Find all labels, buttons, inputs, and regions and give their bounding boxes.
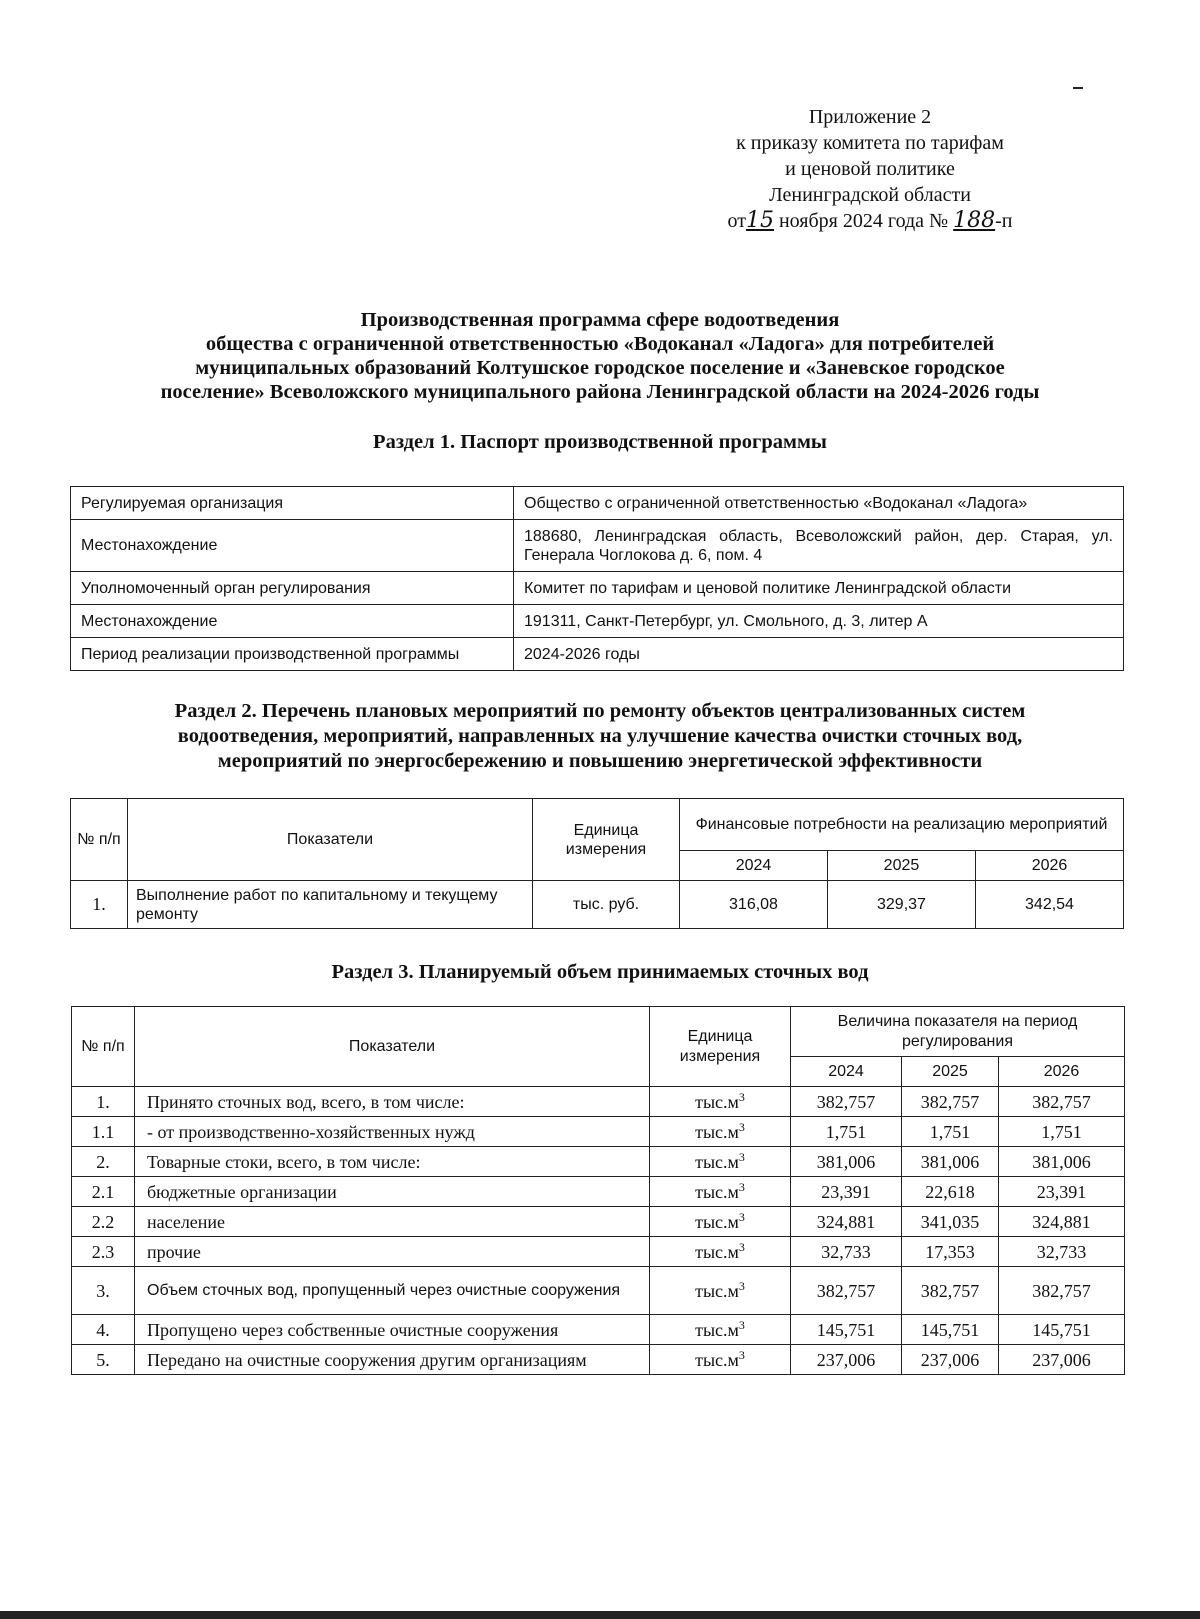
passport-key: Период реализации производственной программы: [71, 638, 514, 671]
section3-heading: Раздел 3. Планируемый объем принимаемых сточных вод: [331, 961, 869, 983]
row-value-2025: 382,757: [902, 1087, 999, 1117]
wastewater-volume-table: [71, 1006, 1125, 1375]
row-value-2026: 382,757: [999, 1267, 1125, 1315]
table-row: [72, 1345, 1125, 1375]
unit-base: тыс.м: [695, 1349, 739, 1370]
row-unit: [650, 1267, 791, 1315]
col-finance-header: Финансовые потребности на реализацию мероприятий: [680, 799, 1124, 851]
scan-mark: [1073, 87, 1083, 89]
row-value-2024: 382,757: [791, 1267, 902, 1315]
year-header: 2025: [902, 1057, 999, 1087]
row-unit: [650, 1087, 791, 1117]
table-row: [71, 605, 1124, 638]
row-indicator: бюджетные организации: [135, 1177, 650, 1207]
appendix-line: и ценовой политике: [785, 158, 955, 180]
row-unit: [650, 1237, 791, 1267]
table-header-row: [71, 799, 1124, 851]
col-unit-header: Единица измерения: [533, 799, 680, 881]
year-header: 2026: [999, 1057, 1125, 1087]
row-num: 3.: [72, 1267, 135, 1315]
row-unit: [650, 1177, 791, 1207]
table-row: [72, 1117, 1125, 1147]
table-row: [71, 487, 1124, 520]
passport-key: Местонахождение: [71, 520, 514, 572]
table-row: [72, 1207, 1125, 1237]
table-row: [72, 1267, 1125, 1315]
row-num: 2.1: [72, 1177, 135, 1207]
unit-superscript: 3: [738, 1317, 745, 1332]
table-row: [71, 638, 1124, 671]
row-indicator: Выполнение работ по капитальному и текущему ремонту: [128, 881, 533, 929]
row-num: 1.: [71, 881, 128, 929]
col-unit-header: Единица измерения: [650, 1007, 791, 1087]
unit-base: тыс.м: [695, 1241, 739, 1262]
row-indicator: Принято сточных вод, всего, в том числе:: [135, 1087, 650, 1117]
col-indicator-header: Показатели: [128, 799, 533, 881]
heading-line: мероприятий по энергосбережению и повышению энергетической эффективности: [217, 750, 983, 772]
row-value-2025: 145,751: [902, 1315, 999, 1345]
passport-key: Местонахождение: [71, 605, 514, 638]
row-value-2025: 17,353: [902, 1237, 999, 1267]
row-unit: тыс. руб.: [533, 881, 680, 929]
table-row: [72, 1087, 1125, 1117]
title-line: Производственная программа сфере водоотведения: [360, 309, 840, 331]
unit-base: тыс.м: [695, 1211, 739, 1232]
unit-base: тыс.м: [695, 1121, 739, 1142]
row-unit: [650, 1207, 791, 1237]
row-unit: [650, 1147, 791, 1177]
row-value-2026: 382,757: [999, 1087, 1125, 1117]
order-number-suffix: -п: [995, 210, 1013, 232]
row-indicator: Передано на очистные сооружения другим организациям: [135, 1345, 650, 1375]
row-indicator: - от производственно-хозяйственных нужд: [135, 1117, 650, 1147]
unit-superscript: 3: [738, 1209, 745, 1224]
row-value-2026: 342,54: [975, 881, 1123, 929]
row-indicator: Товарные стоки, всего, в том числе:: [135, 1147, 650, 1177]
row-value-2024: 145,751: [791, 1315, 902, 1345]
row-num: 2.2: [72, 1207, 135, 1237]
heading-line: водоотведения, мероприятий, направленных на улучшение качества очистки сточных вод,: [177, 725, 1023, 747]
row-value-2025: 237,006: [902, 1345, 999, 1375]
table-row: [72, 1237, 1125, 1267]
title-line: поселение» Всеволожского муниципального района Ленинградской области на 2024-2026 годы: [160, 381, 1040, 403]
year-header: 2025: [827, 851, 975, 881]
row-unit: [650, 1315, 791, 1345]
unit-superscript: 3: [738, 1179, 745, 1194]
handwritten-order-number: 188: [953, 208, 996, 233]
row-value-2024: 237,006: [791, 1345, 902, 1375]
row-num: 2.3: [72, 1237, 135, 1267]
row-value-2026: 23,391: [999, 1177, 1125, 1207]
table-row: [72, 1147, 1125, 1177]
table-header-row: [72, 1007, 1125, 1057]
row-indicator: Объем сточных вод, пропущенный через очистные сооружения: [135, 1267, 650, 1315]
unit-base: тыс.м: [695, 1280, 739, 1301]
row-value-2024: 316,08: [680, 881, 828, 929]
row-unit: [650, 1117, 791, 1147]
row-value-2024: 1,751: [791, 1117, 902, 1147]
row-unit: [650, 1345, 791, 1375]
col-value-header: Величина показателя на период регулирования: [791, 1007, 1125, 1057]
row-value-2026: 324,881: [999, 1207, 1125, 1237]
handwritten-day: 15: [745, 208, 774, 233]
table-row: [71, 881, 1124, 929]
passport-value: 191311, Санкт-Петербург, ул. Смольного, д. 3, литер А: [514, 605, 1124, 638]
col-num-header: № п/п: [71, 799, 128, 881]
table-row: [72, 1177, 1125, 1207]
row-num: 2.: [72, 1147, 135, 1177]
unit-base: тыс.м: [695, 1181, 739, 1202]
section2-heading: [60, 699, 1140, 774]
row-value-2026: 145,751: [999, 1315, 1125, 1345]
passport-value: 188680, Ленинградская область, Всеволожский район, дер. Старая, ул. Генерала Чоглокова д. 6, пом. 4: [514, 520, 1124, 572]
table-row: [72, 1315, 1125, 1345]
row-value-2025: 382,757: [902, 1267, 999, 1315]
passport-value: Комитет по тарифам и ценовой политике Ленинградской области: [514, 572, 1124, 605]
row-value-2026: 237,006: [999, 1345, 1125, 1375]
measures-table: [70, 798, 1124, 929]
unit-superscript: 3: [738, 1278, 745, 1293]
table-row: [71, 572, 1124, 605]
row-value-2025: 341,035: [902, 1207, 999, 1237]
row-value-2024: 382,757: [791, 1087, 902, 1117]
passport-value: Общество с ограниченной ответственностью «Водоканал «Ладога»: [514, 487, 1124, 520]
row-value-2026: 32,733: [999, 1237, 1125, 1267]
unit-superscript: 3: [738, 1347, 745, 1362]
row-num: 1.: [72, 1087, 135, 1117]
col-num-header: № п/п: [72, 1007, 135, 1087]
row-indicator: прочие: [135, 1237, 650, 1267]
row-num: 1.1: [72, 1117, 135, 1147]
row-value-2025: 381,006: [902, 1147, 999, 1177]
row-value-2025: 1,751: [902, 1117, 999, 1147]
date-prefix: от: [727, 210, 746, 232]
scan-edge-bar: [0, 1611, 1200, 1619]
table-row: [71, 520, 1124, 572]
row-value-2026: 1,751: [999, 1117, 1125, 1147]
year-header: 2024: [680, 851, 828, 881]
row-value-2024: 324,881: [791, 1207, 902, 1237]
title-line: муниципальных образований Колтушское городское поселение и «Заневское городское: [195, 357, 1005, 379]
document-title: [60, 308, 1140, 404]
passport-table: [70, 486, 1124, 671]
row-value-2024: 32,733: [791, 1237, 902, 1267]
appendix-block: [700, 104, 1040, 234]
section1-heading: Раздел 1. Паспорт производственной программы: [373, 431, 827, 453]
row-value-2026: 381,006: [999, 1147, 1125, 1177]
row-value-2025: 22,618: [902, 1177, 999, 1207]
unit-superscript: 3: [738, 1149, 745, 1164]
row-value-2025: 329,37: [827, 881, 975, 929]
appendix-line: Ленинградской области: [769, 184, 971, 206]
unit-base: тыс.м: [695, 1091, 739, 1112]
unit-superscript: 3: [738, 1119, 745, 1134]
passport-key: Уполномоченный орган регулирования: [71, 572, 514, 605]
order-date-line: [700, 208, 1040, 234]
date-text: ноября 2024 года №: [778, 210, 949, 232]
unit-superscript: 3: [738, 1239, 745, 1254]
row-indicator: Пропущено через собственные очистные сооружения: [135, 1315, 650, 1345]
unit-base: тыс.м: [695, 1151, 739, 1172]
row-indicator: население: [135, 1207, 650, 1237]
col-indicator-header: Показатели: [135, 1007, 650, 1087]
unit-superscript: 3: [738, 1089, 745, 1104]
appendix-line: к приказу комитета по тарифам: [736, 132, 1004, 154]
row-num: 4.: [72, 1315, 135, 1345]
title-line: общества с ограниченной ответственностью «Водоканал «Ладога» для потребителей: [205, 333, 995, 355]
row-value-2024: 23,391: [791, 1177, 902, 1207]
year-header: 2024: [791, 1057, 902, 1087]
heading-line: Раздел 2. Перечень плановых мероприятий по ремонту объектов централизованных систем: [174, 700, 1026, 722]
row-value-2024: 381,006: [791, 1147, 902, 1177]
appendix-line: Приложение 2: [808, 106, 932, 128]
passport-value: 2024-2026 годы: [514, 638, 1124, 671]
unit-base: тыс.м: [695, 1319, 739, 1340]
year-header: 2026: [975, 851, 1123, 881]
row-num: 5.: [72, 1345, 135, 1375]
passport-key: Регулируемая организация: [71, 487, 514, 520]
